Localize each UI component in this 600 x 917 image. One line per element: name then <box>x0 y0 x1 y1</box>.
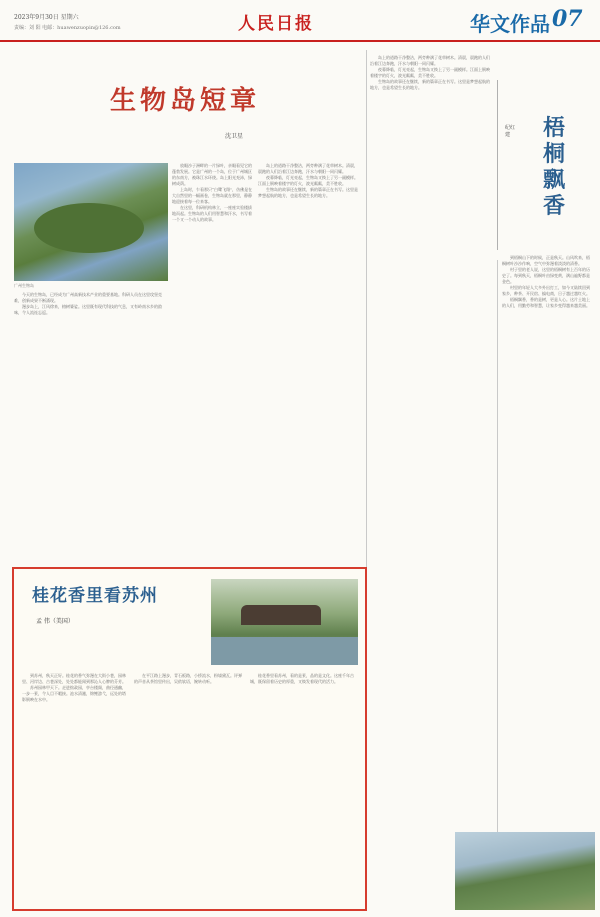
paragraph: 放眼沙子洲畔的一片绿叶，亲眼看见它的蓬勃发展。它是广州的一个岛，位于广州城区的东南方，被珠江水环绕。岛上阳光充沛，绿树成荫。 <box>172 163 252 186</box>
featured-column-1 <box>22 673 127 901</box>
island-shape <box>34 203 144 253</box>
paragraph: 今天的生物岛，已经成为广州高新技术产业的重要基地。科研人员在这里攻坚克难，创新成果不断涌现。 <box>14 292 162 303</box>
newspaper-logo: 人民日报 <box>238 14 314 34</box>
paragraph: 漫步岛上，江风徐来，榕树婆娑。这里既有现代科技的气息，又有岭南水乡的韵味，令人流连忘返。 <box>14 304 162 315</box>
paragraph: 苏州园林甲天下。走进拙政园，亭台楼阁，曲径通幽，一步一景，令人目不暇接。池水清澈，锦鲤游弋，远处的塔影倒映在水中。 <box>22 685 126 702</box>
paragraph: 岛上的道路干净整洁，两旁种满了花草树木。清晨，晨跑的人们沿着江边奔跑，汗水与朝阳一同闪耀。 <box>258 163 358 174</box>
article-column-1 <box>172 163 254 558</box>
landscape-photo <box>455 832 595 910</box>
side-article-author: 纪红建 <box>505 125 516 138</box>
featured-article-title: 桂花香里看苏州 <box>32 586 158 606</box>
page-header <box>0 0 600 42</box>
paragraph: 生物岛的故事还在继续，新的篇章正在书写。这里是梦想起航的地方，也是希望生长的地方。 <box>258 187 358 198</box>
photo-caption: 广州生物岛 <box>14 283 34 288</box>
island-photo <box>14 163 168 281</box>
featured-column-3 <box>250 673 358 901</box>
column-divider <box>497 260 498 910</box>
article-title: 生物岛短章 <box>110 86 261 116</box>
article-column-3 <box>258 163 358 558</box>
article-author: 沈卫星 <box>225 133 244 140</box>
issue-date: 2023年9月30日 星期六 <box>14 14 79 21</box>
paragraph: 桂花香里看苏州，看的是景，品的是文化。这座千年古城，既保留着历史的厚重，又焕发着现代的活力。 <box>250 673 354 684</box>
section-title: 华文作品 <box>470 12 550 36</box>
paragraph: 村子里的老人说，这里的梧桐树有上百年的历史了。每到秋天，梧桐叶由绿变黄，满山遍野都是金色。 <box>502 267 590 284</box>
pavilion-shape <box>241 605 321 625</box>
article-column-2 <box>14 292 164 560</box>
paragraph: 村里的年轻人大多外出打工，如今又陆续回到家乡，种茶、开民宿、搞电商，日子越过越红火。 <box>502 285 590 296</box>
paragraph: 上岛时，乍看那只“白鹭飞翔”，仿佛是在大自然里的一幅画卷，生物岛就在那里，静静地迎接着每一位来客。 <box>172 187 253 204</box>
pond-shape <box>211 637 358 665</box>
paragraph: 岛上的道路干净整洁，两旁种满了花草树木。清晨，晨跑的人们沿着江边奔跑，汗水与朝阳一同闪耀。 <box>370 55 490 66</box>
paragraph: 梧桐飘香，香的是树，更是人心。这片土地上的人们，用勤劳和智慧，让家乡变得越来越美丽。 <box>502 297 590 308</box>
featured-article-author: 孟 伟（美国） <box>36 618 74 625</box>
paragraph: 生物岛的故事还在继续，新的篇章正在书写。这里是梦想起航的地方，也是希望生长的地方。 <box>370 79 490 90</box>
side-divider <box>497 80 498 250</box>
garden-photo <box>211 579 358 665</box>
page-number: 07 <box>552 6 583 32</box>
paragraph: 在这里，科研机构林立，一座座实验楼拔地而起。生物岛的人们用智慧和汗水，书写着一个又一个动人的故事。 <box>172 205 252 222</box>
featured-column-2 <box>134 673 244 901</box>
featured-article-box <box>12 567 367 911</box>
article-column-4 <box>370 55 490 905</box>
paragraph: 夜幕降临，灯光亮起，生物岛又换上了另一副模样。江面上倒映着楼宇的灯火，波光粼粼，美不胜收。 <box>370 67 490 78</box>
editor-info: 责编：刘 阳 电邮：huawenzuopin@126.com <box>14 25 121 31</box>
side-article-body <box>502 255 592 825</box>
paragraph: 夜幕降临，灯光亮起，生物岛又换上了另一副模样。江面上倒映着楼宇的灯火，波光粼粼，美不胜收。 <box>258 175 358 186</box>
paragraph: 到苏州，秋天正好。桂花的香气弥漫在大街小巷，园林里、河岸边、古巷深处，处处都能闻到那沁人心脾的芬芳。 <box>22 673 126 684</box>
paragraph: 到梧桐山下的时候，正是秋天。山风吹来，梧桐树叶沙沙作响，空气中弥漫着淡淡的清香。 <box>502 255 590 266</box>
side-article-title: 梧桐飘香 <box>542 115 565 219</box>
paragraph: 在平江路上漫步，青石板路，小桥流水，粉墙黛瓦。评弹的声音从茶馆里传出，吴侬软语，婉转动听。 <box>134 673 242 684</box>
